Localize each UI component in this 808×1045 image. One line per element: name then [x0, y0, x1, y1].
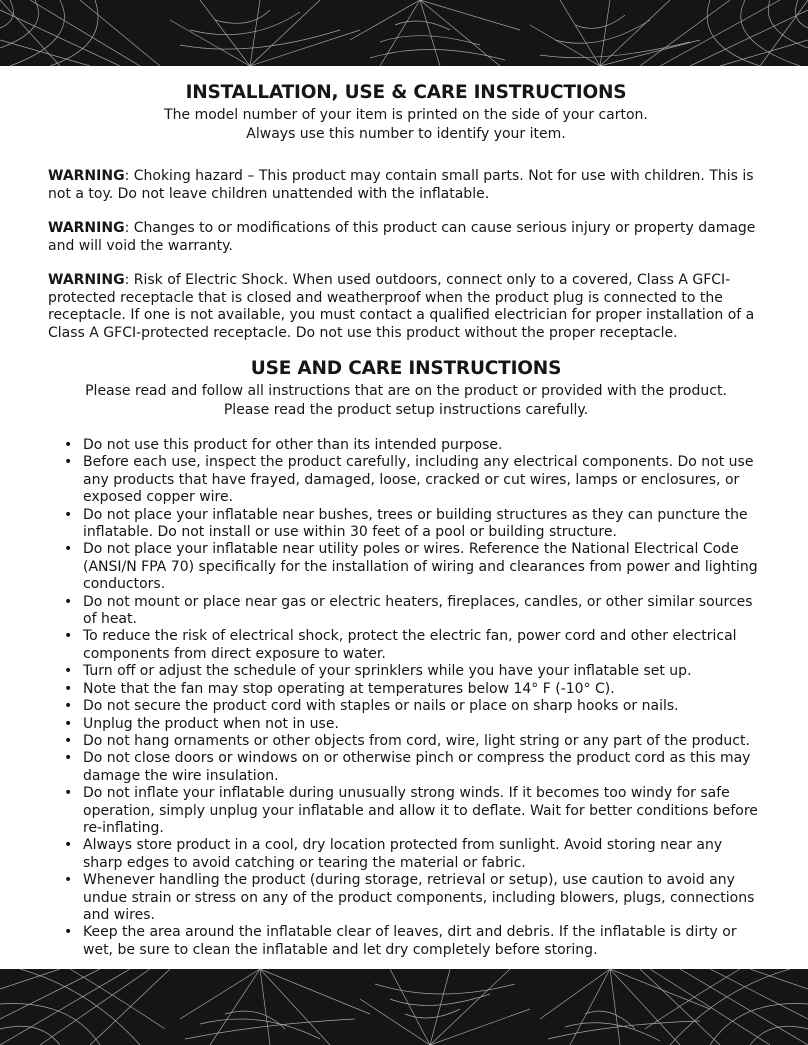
list-item-text: Whenever handling the product (during storage, retrieval or setup), use caution to avoid any undue strain or stress on any of the product components, including blowers, plugs, connections and wires. [83, 872, 755, 923]
list-item-text: Before each use, inspect the product carefully, including any electrical components. Do not use any products that have frayed, damaged, loose, cracked or cut wires, lamps or enclosures, or exposed copper wire. [83, 454, 754, 506]
list-item-text: Do not hang ornaments or other objects from cord, wire, light string or any part of the product. [83, 732, 750, 749]
bullet-icon: • [64, 750, 73, 767]
warning-text: : Choking hazard – This product may contain small parts. Not for use with children. This is not a toy. Do not leave children unattended with the inflatable. [48, 168, 754, 202]
bullet-icon: • [64, 698, 73, 715]
care-instructions-list [48, 437, 764, 959]
bullet-icon: • [64, 663, 73, 680]
list-item-text: Do not place your inflatable near bushes, trees or building structures as they can puncture the inflatable. Do not install or use within 30 feet of a pool or building structure. [83, 506, 748, 541]
list-item-text: Do not inflate your inflatable during unusually strong winds. If it becomes too windy for safe operation, simply unplug your inflatable and allow it to deflate. Wait for better conditions before re-inflating. [83, 785, 758, 836]
warning-electric-shock [48, 272, 764, 342]
warning-choking-hazard [48, 168, 764, 203]
list-item-text: Do not close doors or windows on or otherwise pinch or compress the product cord as this may damage the wire insulation. [83, 750, 751, 784]
list-item [48, 837, 764, 872]
instructions-content [48, 80, 764, 959]
list-item [48, 628, 764, 663]
list-item-text: Unplug the product when not in use. [83, 715, 339, 732]
bullet-icon: • [64, 924, 73, 941]
use-care-intro-line: Please read the product setup instructions carefully. [223, 402, 589, 418]
bullet-icon: • [64, 437, 73, 453]
bullet-icon: • [64, 506, 73, 523]
warning-modifications [48, 220, 764, 255]
list-item-text: Keep the area around the inflatable clear of leaves, dirt and debris. If the inflatable is dirty or wet, be sure to clean the inflatable and let dry completely before storing. [83, 924, 737, 958]
bullet-icon: • [64, 715, 73, 732]
list-item-text: To reduce the risk of electrical shock, protect the electric fan, power cord and other electrical components from direct exposure to water. [83, 628, 737, 662]
bullet-icon: • [64, 732, 73, 749]
list-item [48, 698, 764, 715]
warning-label: WARNING [48, 168, 125, 184]
warning-label: WARNING [48, 272, 125, 288]
spiderweb-bottom-decoration [0, 969, 808, 1045]
spiderweb-banner-top [0, 0, 808, 66]
list-item-text: Do not mount or place near gas or electric heaters, fireplaces, candles, or other similar sources of heat. [83, 593, 753, 628]
bullet-icon: • [64, 785, 73, 802]
list-item-text: Always store product in a cool, dry location protected from sunlight. Avoid storing near any sharp edges to avoid catching or tearing the material or fabric. [83, 837, 723, 871]
intro-line-identify: Always use this number to identify your item. [246, 126, 566, 142]
bullet-icon: • [64, 541, 73, 558]
list-item-text: Do not secure the product cord with staples or nails or place on sharp hooks or nails. [83, 698, 679, 715]
list-item [48, 750, 764, 785]
list-item [48, 733, 764, 750]
intro-line-model-number: The model number of your item is printed on the side of your carton. [164, 107, 648, 123]
list-item-text: Note that the fan may stop operating at temperatures below 14° F (-10° C). [83, 680, 615, 697]
list-item [48, 924, 764, 959]
use-care-intro-line: Please read and follow all instructions that are on the product or provided with the product. [85, 383, 727, 399]
list-item [48, 437, 764, 454]
list-item [48, 716, 764, 733]
list-item [48, 541, 764, 593]
bullet-icon: • [64, 593, 73, 610]
bullet-icon: • [64, 454, 73, 471]
warning-label: WARNING [48, 220, 125, 236]
installation-title: INSTALLATION, USE & CARE INSTRUCTIONS [185, 82, 627, 103]
list-item-text: Do not place your inflatable near utility poles or wires. Reference the National Electrical Code (ANSI/N FPA 70) specifically for the installation of wiring and clearances from power and lighting conductors. [83, 541, 758, 593]
list-item [48, 454, 764, 506]
use-and-care-title: USE AND CARE INSTRUCTIONS [250, 358, 562, 379]
list-item-text: Do not use this product for other than its intended purpose. [83, 437, 503, 453]
bullet-icon: • [64, 872, 73, 889]
bullet-icon: • [64, 628, 73, 645]
bullet-icon: • [64, 680, 73, 697]
list-item [48, 663, 764, 680]
spiderweb-top-decoration [0, 0, 808, 66]
list-item [48, 785, 764, 837]
list-item [48, 872, 764, 924]
list-item [48, 594, 764, 629]
list-item [48, 507, 764, 542]
bullet-icon: • [64, 837, 73, 854]
spiderweb-banner-bottom [0, 969, 808, 1045]
list-item [48, 681, 764, 698]
list-item-text: Turn off or adjust the schedule of your sprinklers while you have your inflatable set up. [83, 663, 692, 680]
warning-text: : Changes to or modifications of this product can cause serious injury or property damage and will void the warranty. [48, 220, 756, 254]
warning-text: : Risk of Electric Shock. When used outdoors, connect only to a covered, Class A GFCI-protected receptacle that is closed and weatherproof when the product plug is connected to the receptacle. If one is not available, you must contact a qualified electrician for proper installation of a Class A GFCI-protected receptacle. Do not use this product without the proper receptacle. [48, 272, 755, 341]
